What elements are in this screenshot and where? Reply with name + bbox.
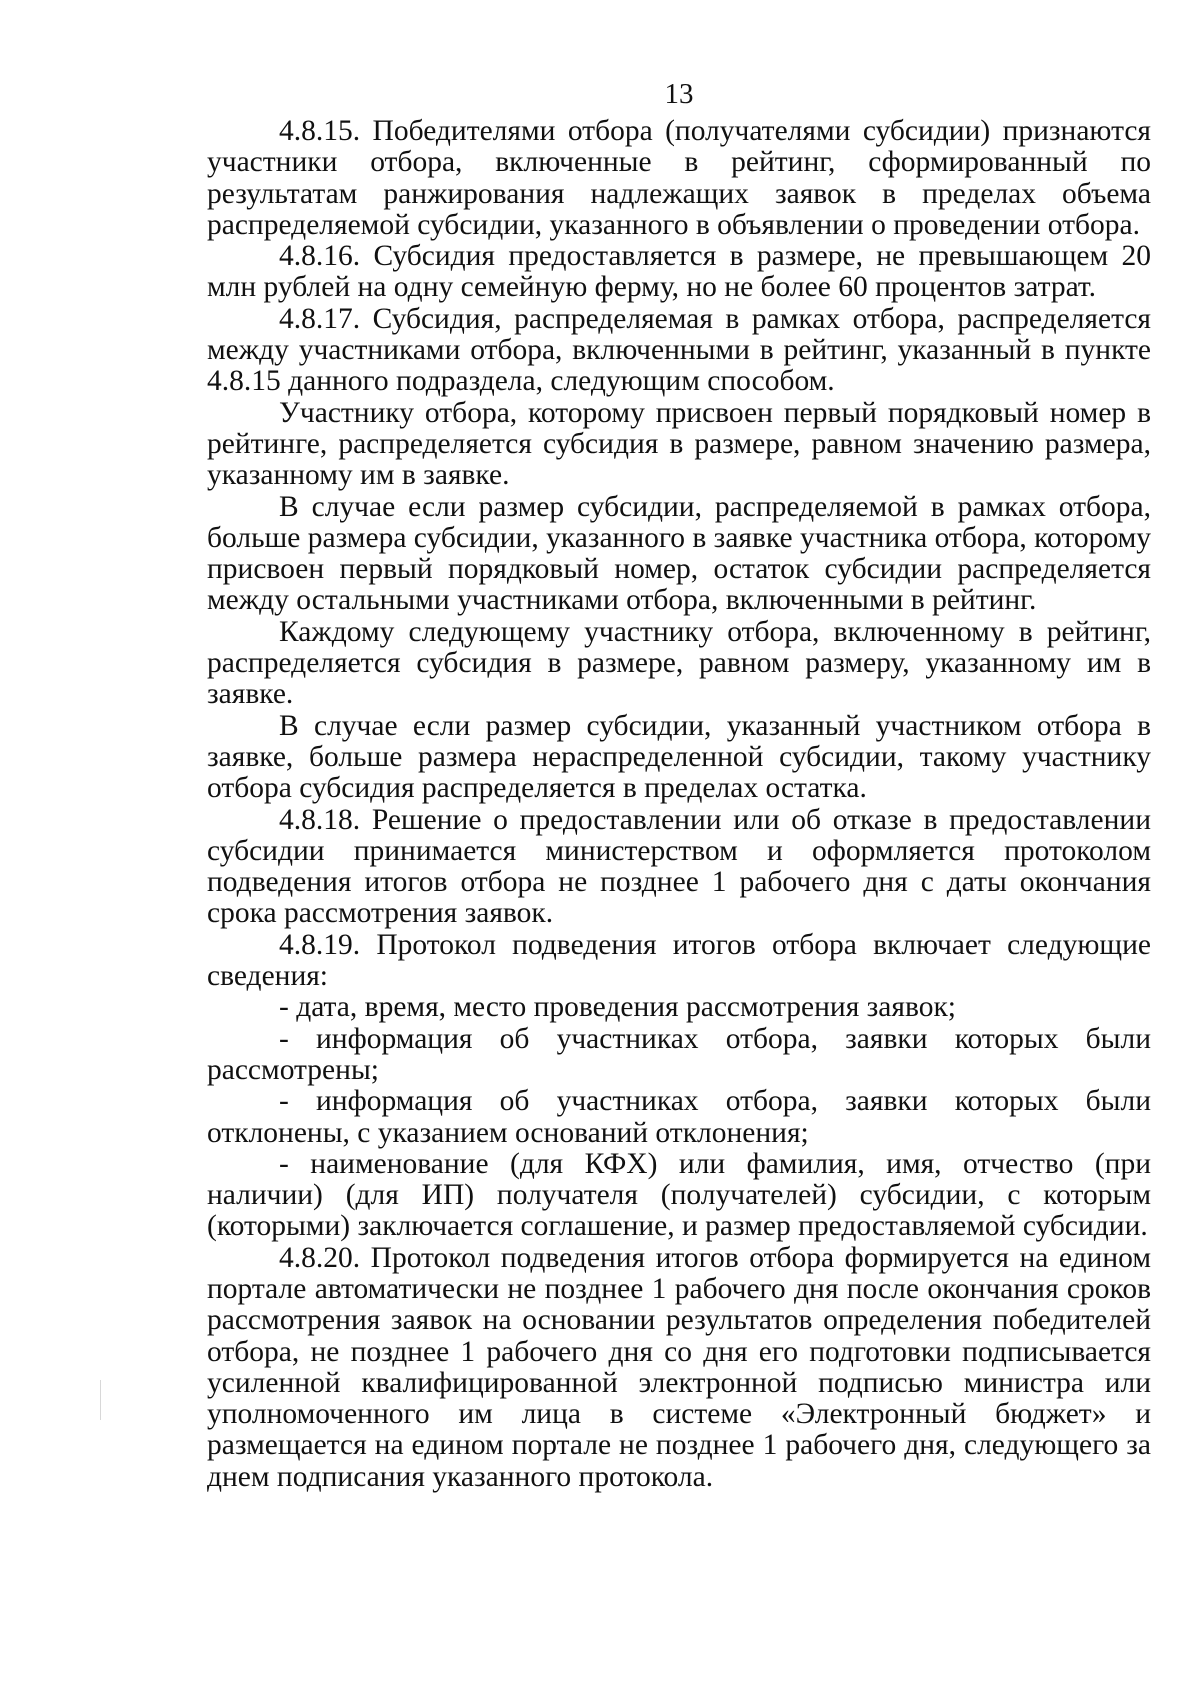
paragraph-remainder: В случае если размер субсидии, распределяемой в рамках отбора, больше размера субсидии, указанного в заявке участника отбора, которому присвоен первый порядковый номер, остаток субсидии распределяется между остальными участниками отбора, включенными в рейтинг. xyxy=(207,490,1151,617)
scan-artifact xyxy=(100,1380,101,1420)
list-item: - дата, время, место проведения рассмотрения заявок; xyxy=(279,991,956,1024)
paragraph-4-8-15: 4.8.15. Победителями отбора (получателями субсидии) признаются участники отбора, включенные в рейтинг, сформированный по результатам ранжирования надлежащих заявок в пределах объема распределяемой субсидии, указанного в объявлении о проведении отбора. xyxy=(207,115,1151,241)
paragraph-4-8-20: 4.8.20. Протокол подведения итогов отбора формируется на едином портале автоматически не позднее 1 рабочего дня после окончания сроков рассмотрения заявок на основании результатов определения победителей отбора, не позднее 1 рабочего дня со дня его подготовки подписывается усиленной квалифицированной электронной подписью министра или уполномоченного им лица в системе «Электронный бюджет» и размещается на едином портале не позднее 1 рабочего дня, следующего за днем подписания указанного протокола. xyxy=(207,1241,1151,1493)
paragraph-limit: В случае если размер субсидии, указанный участником отбора в заявке, больше размера нераспределенной субсидии, такому участнику отбора субсидия распределяется в пределах остатка. xyxy=(207,709,1151,805)
list-item: - информация об участниках отбора, заявки которых были отклонены, с указанием оснований отклонения; xyxy=(207,1085,1151,1149)
list-item: - наименование (для КФХ) или фамилия, имя, отчество (при наличии) (для ИП) получателя (получателей) субсидии, с которым (которыми) заключается соглашение, и размер предоставляемой субсидии. xyxy=(207,1147,1151,1243)
paragraph-4-8-17: 4.8.17. Субсидия, распределяемая в рамках отбора, распределяется между участниками отбора, включенными в рейтинг, указанный в пункте 4.8.15 данного подраздела, следующим способом. xyxy=(207,302,1151,398)
paragraph-4-8-16: 4.8.16. Субсидия предоставляется в размере, не превышающем 20 млн рублей на одну семейную ферму, но не более 60 процентов затрат. xyxy=(207,240,1151,304)
paragraph-4-8-19: 4.8.19. Протокол подведения итогов отбора включает следующие сведения: xyxy=(207,928,1151,993)
document-page xyxy=(207,78,1151,1493)
paragraph-first-participant: Участнику отбора, которому присвоен первый порядковый номер в рейтинге, распределяется субсидия в размере, равном значению размера, указанному им в заявке. xyxy=(207,396,1151,492)
paragraph-each-next: Каждому следующему участнику отбора, включенному в рейтинг, распределяется субсидия в размере, равном размеру, указанному им в заявке. xyxy=(207,615,1151,711)
page-number: 13 xyxy=(664,78,694,110)
list-item: - информация об участниках отбора, заявки которых были рассмотрены; xyxy=(207,1022,1151,1086)
paragraph-4-8-18: 4.8.18. Решение о предоставлении или об отказе в предоставлении субсидии принимается министерством и оформляется протоколом подведения итогов отбора не позднее 1 рабочего дня с даты окончания срока рассмотрения заявок. xyxy=(207,803,1151,930)
